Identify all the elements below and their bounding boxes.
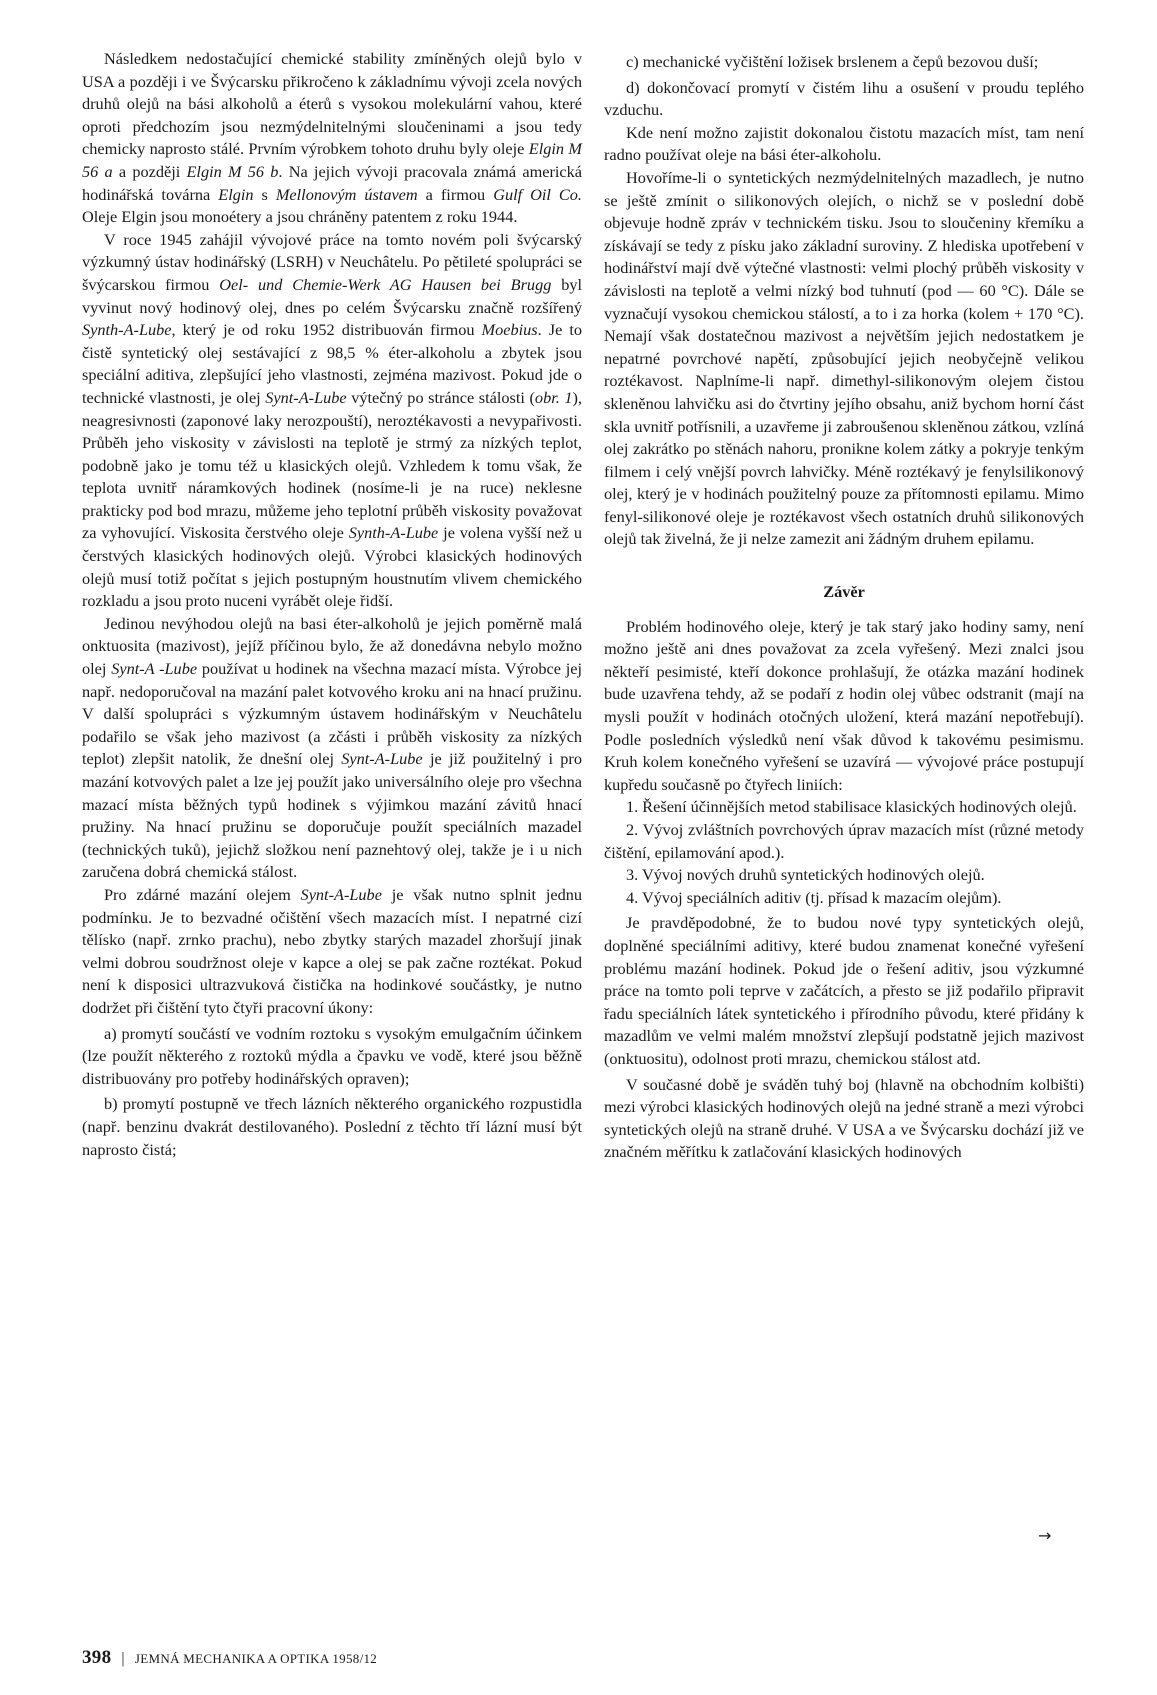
paragraph: V současné době je sváděn tuhý boj (hlavně na obchodním kolbišti) mezi výrobci klasických hodinových olejů na jedné straně a mezi výrobci syntetických olejů na straně druhé. V USA a ve Švýcarsku dochází již ve značném měřítku k zatlačování klasických hodinových <box>604 1074 1084 1162</box>
paragraph: Pro zdárné mazání olejem Synt-A-Lube je však nutno splnit jednu podmínku. Je to bezvadné očištění všech mazacích míst. I nepatrné cizí tělísko (např. zrnko prachu), nebo zbytky starých mazadel zhoršují jinak velmi dobrou soudržnost oleje v kapce a olej se pak začne roztékat. Pokud není k disposici ultrazvuková čistička na hodinkové součástky, je nutno dodržet při čištění tyto čtyři pracovní úkony: <box>82 884 583 1017</box>
list-item: a) promytí součástí ve vodním roztoku s vysokým emulgačním účinkem (lze použít některého z roztoků mýdla a čpavku ve vodě, které jsou běžně distribuovány pro potřeby hodinářských opraven); <box>82 1023 582 1088</box>
right-column <box>604 48 1084 1164</box>
list-item: 2. Vývoj zvláštních povrchových úprav mazacích míst (různé metody čištění, epilamování apod.). <box>604 820 1084 862</box>
list-item: d) dokončovací promytí v čistém lihu a osušení v proudu teplého vzduchu. <box>604 77 1084 120</box>
list-item: 4. Vývoj speciálních aditiv (tj. přísad k mazacím olejům). <box>626 887 1002 907</box>
paragraph: Je pravděpodobné, že to budou nové typy syntetických olejů, doplněné speciálními aditivy, které budou znamenat konečné vyřešení problému mazání hodinek. Pokud jde o řešení aditiv, jsou výzkumné práce na tomto poli teprve v začátcích, a přesto se již podařilo připravit řadu speciálních látek syntetického i přírodního původu, které přidány k mazadlům ve velmi malém množství zlepšují podstatně jejich mazivost (onktuositu), odolnost proti mrazu, chemickou stálost atd. <box>604 913 1084 1068</box>
list-item: 1. Řešení účinnějších metod stabilisace klasických hodinových olejů. <box>626 797 1077 817</box>
journal-title: JEMNÁ MECHANIKA A OPTIKA 1958/12 <box>134 1651 378 1666</box>
page-footer <box>82 1647 377 1669</box>
footer-separator: | <box>121 1650 125 1667</box>
continuation-arrow-icon: → <box>1038 1526 1052 1545</box>
paragraph: Kde není možno zajistit dokonalou čistotu mazacích míst, tam není radno používat oleje na bási éter-alkoholu. <box>604 122 1084 165</box>
list-item: 3. Vývoj nových druhů syntetických hodinových olejů. <box>626 865 985 885</box>
page-number: 398 <box>82 1647 112 1668</box>
paragraph: Hovoříme-li o syntetických nezmýdelnitelných mazadlech, je nutno se ještě zmínit o silikonových olejích, o nichž se v poslední době objevuje hodně zpráv v technickém tisku. Jsou to sloučeniny křemíku a získávají se tedy z písku jako základní suroviny. Z hlediska upotřebení v hodinářství mají dvě výtečné vlastnosti: velmi plochý průběh viskosity v závislosti na teplotě a velmi nízký bod tuhnutí (pod — 60 °C). Dále se vyznačují vysokou chemickou stálostí, a to i za horka (kolem + 170 °C). Nemají však dostatečnou mazivost a největším jejich nedostatkem je nepatrné povrchové napětí, způsobující jejich neobyčejně velikou roztékavost. Naplníme-li např. dimethyl-silikonovým olejem čistou skleněnou lahvičku asi do čtvrtiny jejího obsahu, aniž bychom horní část skla uvnitř potřísnili, a uzavřeme ji zabroušenou skleněnou zátkou, vzlíná olej zakrátko po stěnách nahoru, pronikne kolem zátky a pokryje tenkým filmem i celý vnější povrch lahvičky. Méně roztékavý je fenylsilikonový olej, který je v hodinách použitelný pouze za přítomnosti epilamu. Mimo fenyl-silikonové oleje je roztékavost všech ostatních druhů silikonových olejů tak živelná, že ji nelze zamezit ani žádným druhem epilamu. <box>604 167 1084 549</box>
paragraph: Následkem nedostačující chemické stability zmíněných olejů bylo v USA a později i ve Švýcarsku přikročeno k základnímu vývoji zcela nových druhů olejů na bási alkoholů a éterů s vysokou molekulární vahou, které oproti předchozím jsou nezmýdelnitelnými sloučeninami a jsou tedy chemicky naprosto stálé. Prvním výrobkem tohoto druhu byly oleje Elgin M 56 a a později Elgin M 56 b. Na jejich vývoji pracovala známá americká hodinářská továrna Elgin s Mellonovým ústavem a firmou Gulf Oil Co. Oleje Elgin jsou monoétery a jsou chráněny patentem z roku 1944. <box>82 49 583 227</box>
section-heading: Závěr <box>823 582 865 602</box>
paragraph: Jedinou nevýhodou olejů na basi éter-alkoholů je jejich poměrně malá onktuosita (mazivost), jejíž příčinou bylo, že až donedávna nebylo možno olej Synt-A -Lube používat u hodinek na všechna mazací místa. Výrobce jej např. nedoporučoval na mazání palet kotvového kroku ani na hnací pružinu. V další spolupráci s výzkumným ústavem hodinářským v Neuchâtelu podařilo se však jeho mazivost (a zčásti i průběh viskosity za nízkých teplot) zlepšit natolik, že dnešní olej Synt-A-Lube je již použitelný i pro mazání kotvových palet a lze jej použít jako universálního oleje pro všechna mazací místa běžných typů hodinek s výjimkou mazání závitů hnací pružiny. Na hnací pružinu se doporučuje použít speciálních mazadel (technických tuků), jejichž složkou není paznehtový olej, takže je i u nich zaručena dobrá chemická stálost. <box>82 613 582 882</box>
paragraph: V roce 1945 zahájil vývojové práce na tomto novém poli švýcarský výzkumný ústav hodinářský (LSRH) v Neuchâtelu. Po pětileté spolupráci se švýcarskou firmou Oel- und Chemie-Werk AG Hausen bei Brugg byl vyvinut nový hodinový olej, dnes po celém Švýcarsku značně rozšířený Synth-A-Lube, který je od roku 1952 distribuován firmou Moebius. Je to čistě syntetický olej sestávající z 98,5 % éter-alkoholu a zbytek jsou speciální aditiva, zlepšující jeho vlastnosti, zejména mazivost. Pokud jde o technické vlastnosti, je olej Synt-A-Lube výtečný po stránce stálosti (obr. 1), neagresivnosti (zaponové laky nerozpouští), neroztékavosti a nevypařivosti. Průběh jeho viskosity v závislosti na teplotě je strmý za nízkých teplot, podobně jako je tomu též u klasických olejů. Vzhledem k tomu však, že teplota uvnitř náramkových hodinek (nosíme-li je na ruce) neklesne prakticky pod bod mrazu, můžeme jeho teplotní průběh viskosity považovat za vyhovující. Viskosita čerstvého oleje Synth-A-Lube je volena vyšší než u čerstvých klasických hodinových olejů. Výrobci klasických hodinových olejů musí totiž počítat s jejich postupným houstnutím vlivem chemického rozkladu a jsou proto nuceni vyrábět oleje řidší. <box>82 229 583 611</box>
left-column <box>82 48 582 1161</box>
list-item: c) mechanické vyčištění ložisek brslenem a čepů bezovou duší; <box>626 52 1039 71</box>
paragraph: Problém hodinového oleje, který je tak starý jako hodiny samy, není možno ještě ani dnes považovat za zcela vyřešený. Mezi znalci jsou někteří pesimisté, kteří dokonce prohlašují, že otázka mazání hodinek bude uzavřena tehdy, až se podaří z hodin olej vůbec odstranit (mají na mysli použít v hodinách otočných uložení, která mazání nepotřebují). Podle posledních výsledků není však důvod k takovému pesimismu. Kruh kolem konečného vyřešení se uzavírá — vývojové práce postupují kupředu současně po čtyřech liniích: <box>604 616 1084 794</box>
list-item: b) promytí postupně ve třech lázních některého organického rozpustidla (např. benzinu dvakrát destilovaného). Poslední z těchto tří lázní musí být naprosto čistá; <box>82 1094 582 1159</box>
